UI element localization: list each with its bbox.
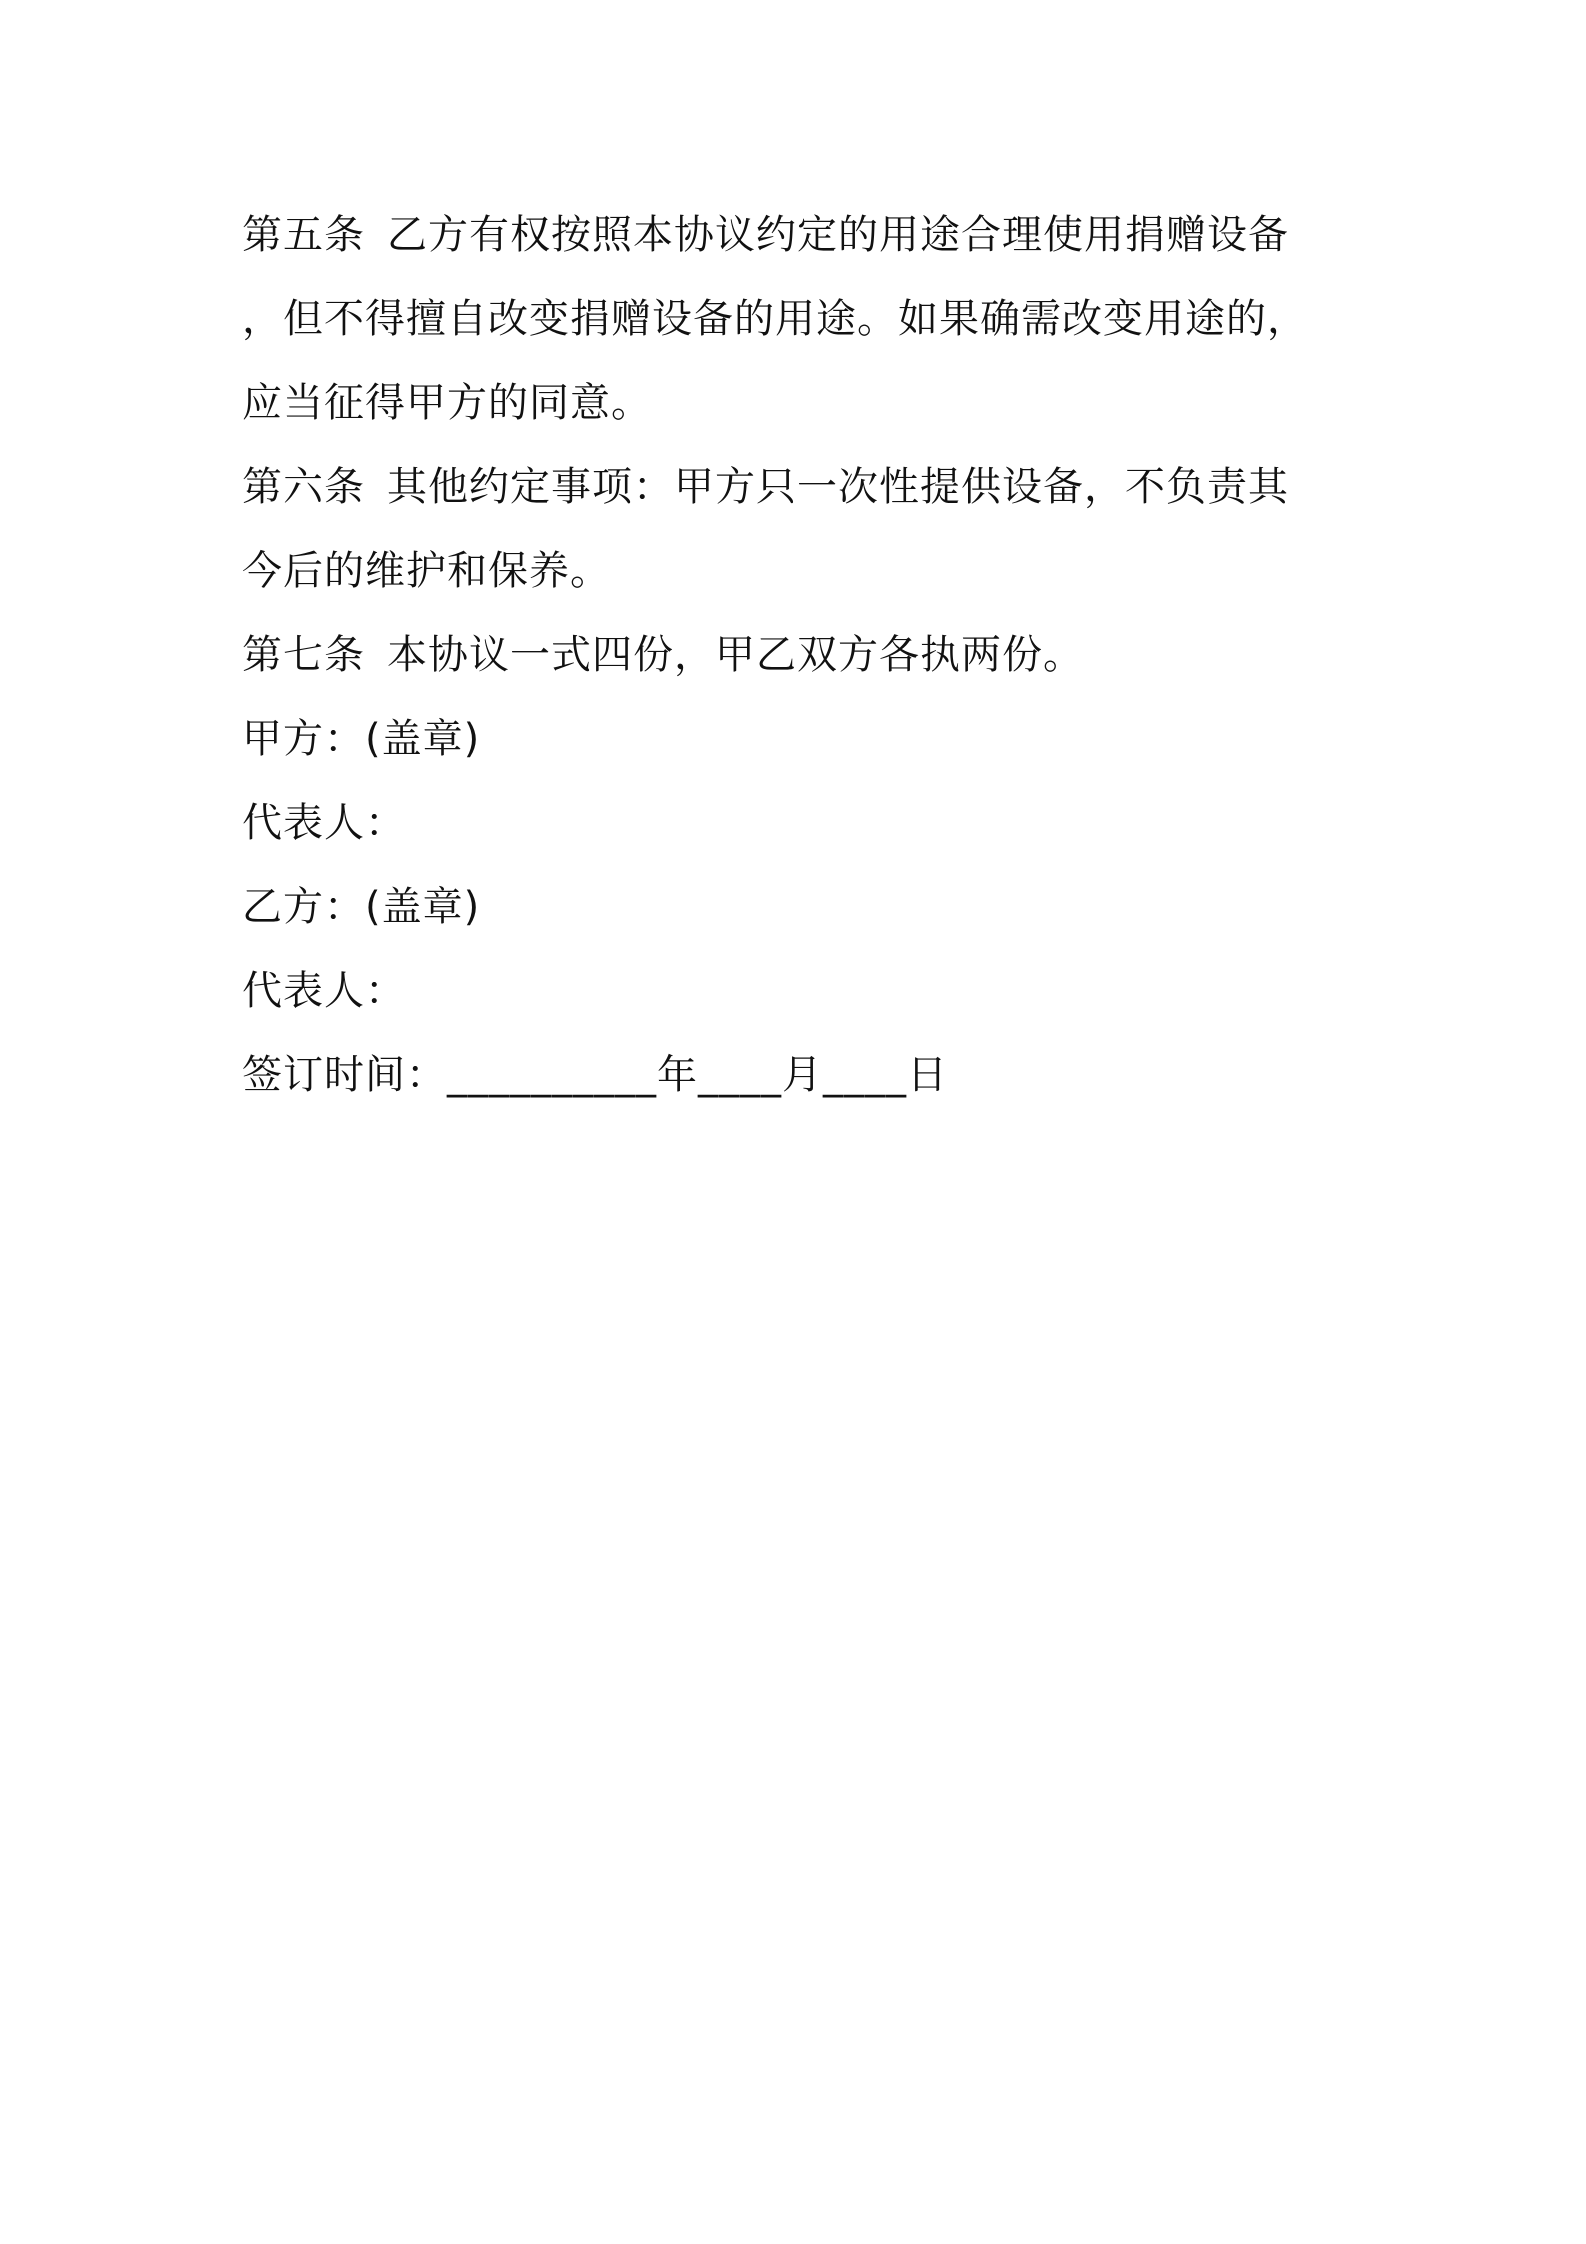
article-6-line-1	[242, 445, 1362, 529]
document-body	[242, 193, 1362, 1117]
article-5-label: 第五条	[242, 212, 365, 258]
article-7-line-1	[242, 613, 1362, 697]
article-5-line-3: 应当征得甲方的同意。	[242, 380, 652, 426]
party-b-representative: 代表人：	[242, 968, 406, 1014]
party-a-representative: 代表人：	[242, 800, 406, 846]
party-b-seal: 乙方：(盖章)	[242, 884, 481, 930]
article-6-text-1: 其他约定事项：甲方只一次性提供设备，不负责其	[387, 464, 1289, 510]
article-6-label: 第六条	[242, 464, 365, 510]
article-5-line-1	[242, 193, 1362, 277]
article-6-line-2: 今后的维护和保养。	[242, 548, 611, 594]
article-5-line-2: ，但不得擅自改变捐赠设备的用途。如果确需改变用途的，	[242, 296, 1308, 342]
signing-date: 签订时间：__________年____月____日	[242, 1052, 948, 1098]
article-7-label: 第七条	[242, 632, 365, 678]
article-5-text-1: 乙方有权按照本协议约定的用途合理使用捐赠设备	[387, 212, 1289, 258]
article-7-text-1: 本协议一式四份，甲乙双方各执两份。	[387, 632, 1084, 678]
party-a-seal: 甲方：(盖章)	[242, 716, 481, 762]
